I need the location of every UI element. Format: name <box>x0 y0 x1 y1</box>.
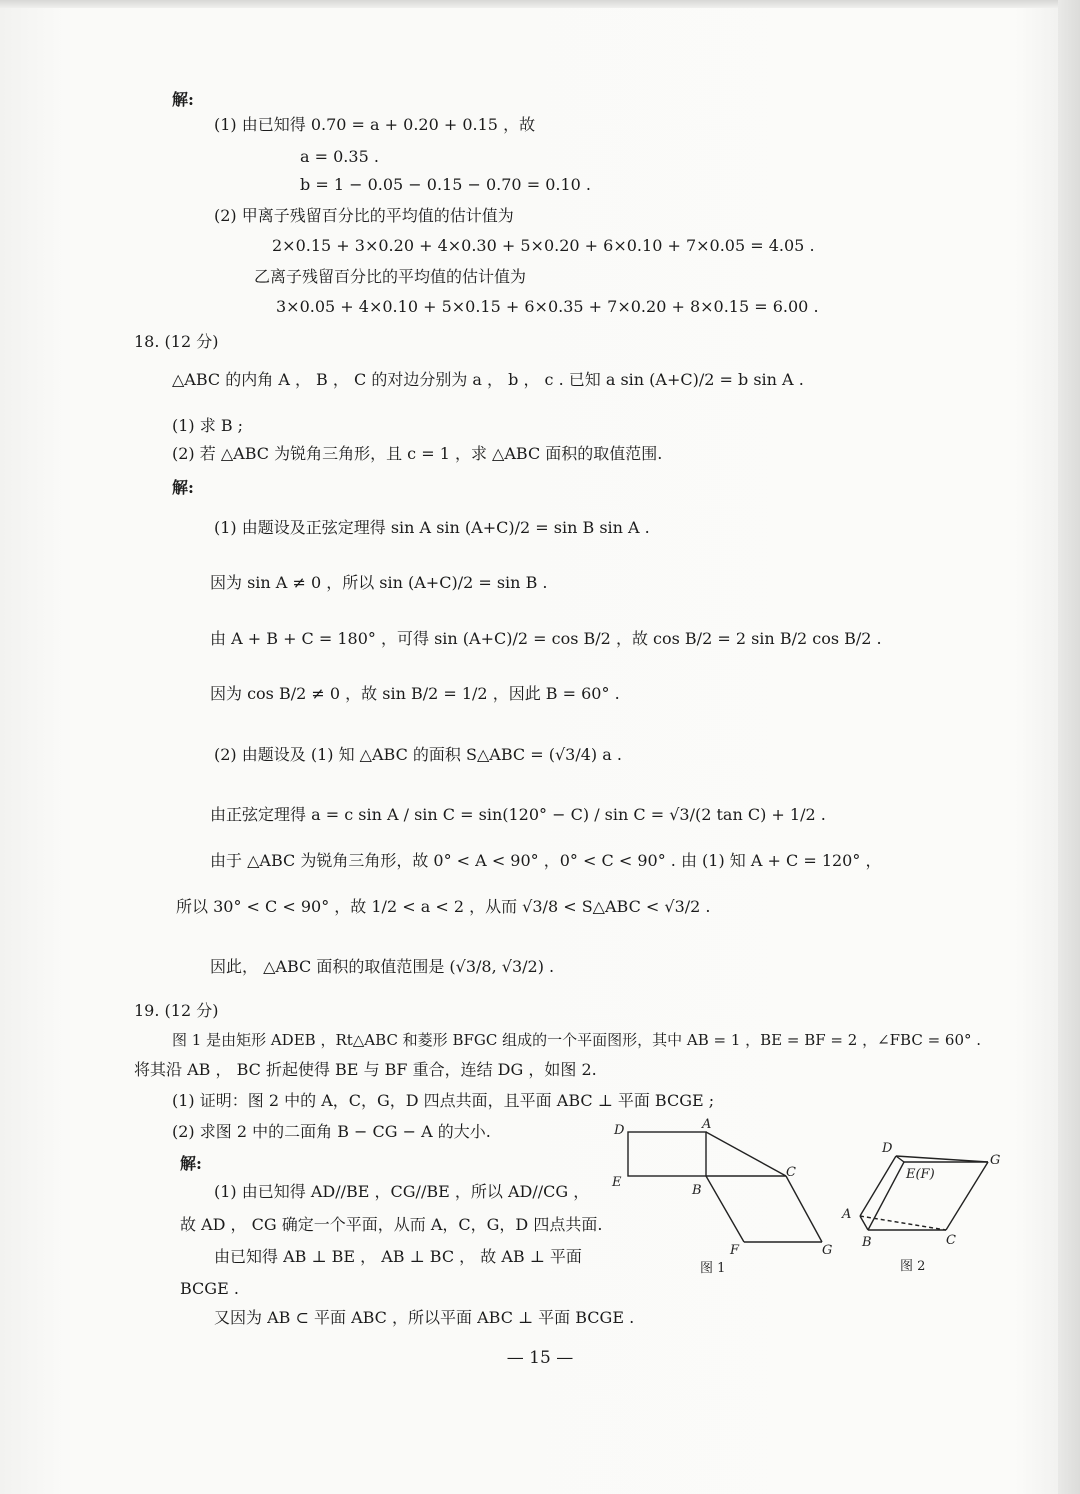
text-line: (1) 证明：图 2 中的 A，C，G，D 四点共面，且平面 ABC ⊥ 平面 BCGE ; <box>172 1091 715 1110</box>
text-line: 3×0.05 + 4×0.10 + 5×0.15 + 6×0.35 + 7×0.20 + 8×0.15 = 6.00 . <box>276 297 819 316</box>
text-line: b = 1 − 0.05 − 0.15 − 0.70 = 0.10 . <box>300 175 591 194</box>
text-line: 由 A + B + C = 180° ，可得 sin (A+C)/2 = cos B/2 ，故 cos B/2 = 2 sin B/2 cos B/2 . <box>210 629 882 648</box>
text-line: (1) 由已知得 AD//BE ，CG//BE ，所以 AD//CG ， <box>214 1182 590 1201</box>
fig1-label-g: G <box>822 1243 833 1258</box>
solution-label-17: 解: <box>172 90 194 109</box>
fig1-caption: 图 1 <box>700 1261 726 1276</box>
fig1-label-d: D <box>614 1123 625 1138</box>
question-19-heading: 19. (12 分) <box>134 1001 219 1020</box>
page-top-edge <box>0 0 1080 8</box>
fig1-label-c: C <box>786 1165 796 1180</box>
fig1-label-f: F <box>730 1243 740 1258</box>
question-18-heading: 18. (12 分) <box>134 332 219 351</box>
figure-1 <box>600 1112 840 1282</box>
text-line: 因此， △ABC 面积的取值范围是 (√3/8, √3/2) . <box>210 957 555 976</box>
figure-2 <box>838 1134 1008 1280</box>
text-line: (1) 由已知得 0.70 = a + 0.20 + 0.15 ，故 <box>214 115 536 134</box>
page-right-edge <box>1058 0 1080 1494</box>
fig2-label-a: A <box>842 1207 852 1222</box>
text-line: 2×0.15 + 3×0.20 + 4×0.30 + 5×0.20 + 6×0.10 + 7×0.05 = 4.05 . <box>272 236 815 255</box>
text-line: 将其沿 AB ， BC 折起使得 BE 与 BF 重合，连结 DG ，如图 2. <box>134 1060 597 1079</box>
text-line: 因为 cos B/2 ≠ 0 ，故 sin B/2 = 1/2 ，因此 B = 60° . <box>210 684 620 703</box>
fig2-label-b: B <box>862 1235 872 1250</box>
text-line: △ABC 的内角 A ， B ， C 的对边分别为 a ， b ， c . 已知 a sin (A+C)/2 = b sin A . <box>172 370 804 389</box>
text-line: (2) 由题设及 (1) 知 △ABC 的面积 S△ABC = (√3/4) a . <box>214 745 622 764</box>
solution-label-18: 解: <box>172 478 194 497</box>
page-number: — 15 — <box>506 1348 574 1368</box>
text-line: 故 AD ， CG 确定一个平面，从而 A，C，G，D 四点共面. <box>180 1215 603 1234</box>
text-line: 又因为 AB ⊂ 平面 ABC ，所以平面 ABC ⊥ 平面 BCGE . <box>214 1308 635 1327</box>
fig1-label-a: A <box>702 1117 712 1132</box>
text-line: a = 0.35 . <box>300 147 379 166</box>
text-line: (1) 由题设及正弦定理得 sin A sin (A+C)/2 = sin B sin A . <box>214 518 650 537</box>
text-line: (2) 若 △ABC 为锐角三角形，且 c = 1 ，求 △ABC 面积的取值范围. <box>172 444 663 463</box>
fig2-caption: 图 2 <box>900 1259 926 1274</box>
solution-label-19: 解: <box>180 1154 202 1173</box>
text-line: 由已知得 AB ⊥ BE ， AB ⊥ BC ， 故 AB ⊥ 平面 <box>214 1247 582 1266</box>
figure-1-diagram <box>600 1112 840 1282</box>
fig1-label-e: E <box>612 1175 622 1190</box>
text-line: 所以 30° < C < 90° ，故 1/2 < a < 2 ，从而 √3/8 < S△ABC < √3/2 . <box>176 897 711 916</box>
text-line: BCGE . <box>180 1279 239 1298</box>
text-line: 图 1 是由矩形 ADEB ，Rt△ABC 和菱形 BFGC 组成的一个平面图形，其中 AB = 1 ，BE = BF = 2 ，∠FBC = 60° . <box>172 1031 982 1049</box>
text-line: (2) 求图 2 中的二面角 B − CG − A 的大小. <box>172 1122 491 1141</box>
fig2-label-d: D <box>882 1141 893 1156</box>
text-line: (2) 甲离子残留百分比的平均值的估计值为 <box>214 206 514 225</box>
figure-2-diagram <box>838 1134 1008 1280</box>
text-line: 由于 △ABC 为锐角三角形，故 0° < A < 90° ，0° < C < 90° . 由 (1) 知 A + C = 120° ， <box>210 851 882 870</box>
fig2-label-g: G <box>990 1153 1001 1168</box>
text-line: 因为 sin A ≠ 0 ，所以 sin (A+C)/2 = sin B . <box>210 573 548 592</box>
fig2-label-ef: E(F) <box>906 1167 935 1182</box>
text-line: 由正弦定理得 a = c sin A / sin C = sin(120° − C) / sin C = √3/(2 tan C) + 1/2 . <box>210 805 826 824</box>
fig2-label-c: C <box>946 1233 956 1248</box>
text-line: (1) 求 B ; <box>172 416 244 435</box>
text-line: 乙离子残留百分比的平均值的估计值为 <box>254 267 527 286</box>
fig1-label-b: B <box>692 1183 702 1198</box>
